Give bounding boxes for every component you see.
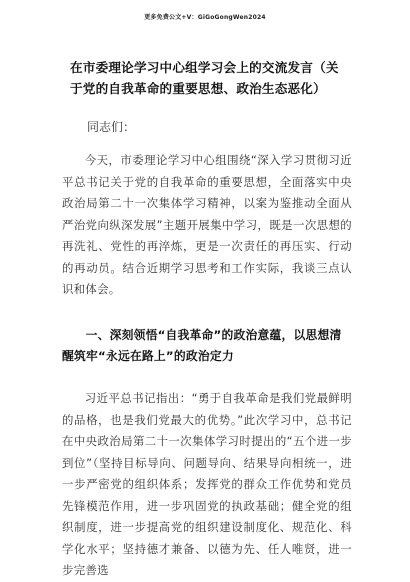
section-heading: 一、深刻领悟“自我革命”的政治意蕴，以思想清醒筑牢“永远在路上”的政治定力 [62, 328, 342, 363]
paragraph-intro: 今天，市委理论学习中心组围绕“深入学习贯彻习近平总书记关于党的自我革命的重要思想，全面落实中央政治局第二十一次集体学习精神，以案为鉴推动全面从严治党向纵深发展”主题开展集中学习，既是一次思想的再洗礼、党性的再淬炼，更是一次责任的再压实、行动的再动员。结合近期学习思考和工作实际，我谈三点认识和体会。 [62, 153, 352, 296]
greeting: 同志们： [87, 120, 136, 134]
paragraph-body: 习近平总书记指出：“勇于自我革命是我们党最鲜明的品格，也是我们党最大的优势。”此次学习中，总书记在中央政治局第二十一次集体学习时提出的“五个进一步到位”（坚持目标导向、问题导向、结果导向相统一，进一步严密党的组织体系；发挥党的群众工作优势和党员先锋模范作用，进一步巩固党的执政基础；健全党的组织制度，进一步提高党的组织建设制度化、规范化、科学化水平；坚持德才兼备、以德为先、任人唯贤，进一步完善选 [62, 391, 352, 577]
document-title: 在市委理论学习中心组学习会上的交流发言（关于党的自我革命的重要思想、政治生态恶化） [70, 60, 339, 96]
header-note: 更多免费公文+V：GiGoGongWen2024 [144, 14, 266, 21]
